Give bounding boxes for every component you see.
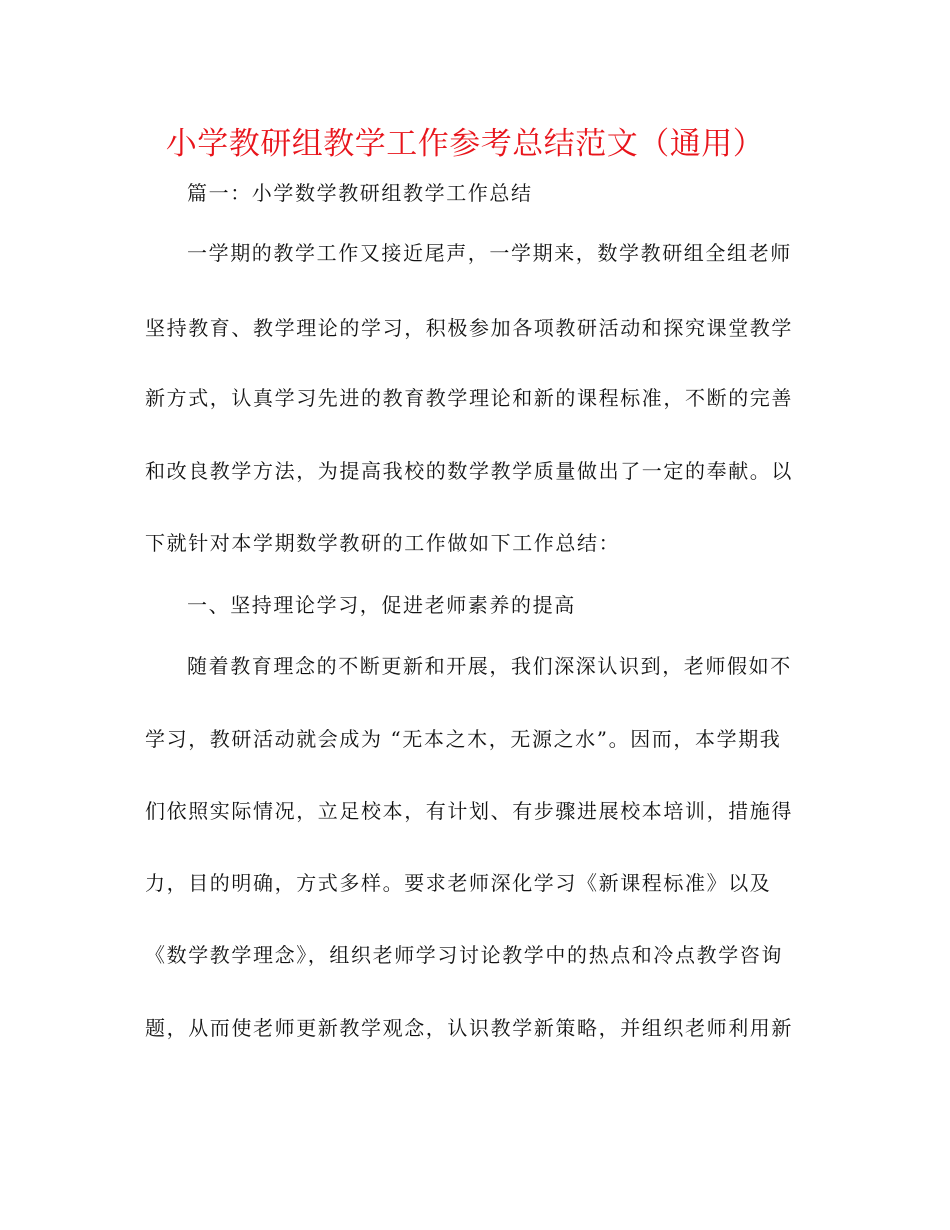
paragraph-line: 学习，教研活动就会成为 “无本之木，无源之水”。因而，本学期我 — [145, 727, 782, 751]
paragraph-line: 力，目的明确，方式多样。要求老师深化学习《新课程标准》以及 — [145, 871, 772, 895]
paragraph-line: 题，从而使老师更新教学观念，认识教学新策略，并组织老师利用新 — [145, 1016, 793, 1040]
paragraph-line: 下就针对本学期数学教研的工作做如下工作总结： — [145, 531, 621, 555]
document-title: 小学教研组教学工作参考总结范文（通用） — [165, 126, 765, 162]
paragraph-line: 《数学教学理念》，组织老师学习讨论教学中的热点和冷点教学咨询 — [145, 943, 783, 967]
paragraph-line: 新方式，认真学习先进的教育教学理论和新的课程标准，不断的完善 — [145, 386, 793, 410]
paragraph-line: 随着教育理念的不断更新和开展，我们深深认识到，老师假如不 — [187, 654, 792, 678]
paragraph-line: 们依照实际情况，立足校本，有计划、有步骤进展校本培训，措施得 — [145, 799, 793, 823]
paragraph-line: 一学期的教学工作又接近尾声，一学期来，数学教研组全组老师 — [187, 241, 792, 265]
paragraph-line: 坚持教育、教学理论的学习，积极参加各项教研活动和探究课堂教学 — [145, 316, 793, 340]
section-heading-one: 一、坚持理论学习，促进老师素养的提高 — [187, 593, 576, 617]
section-heading-part-one: 篇一：小学数学教研组教学工作总结 — [187, 181, 533, 205]
paragraph-line: 和改良教学方法，为提高我校的数学教学质量做出了一定的奉献。以 — [145, 459, 793, 483]
